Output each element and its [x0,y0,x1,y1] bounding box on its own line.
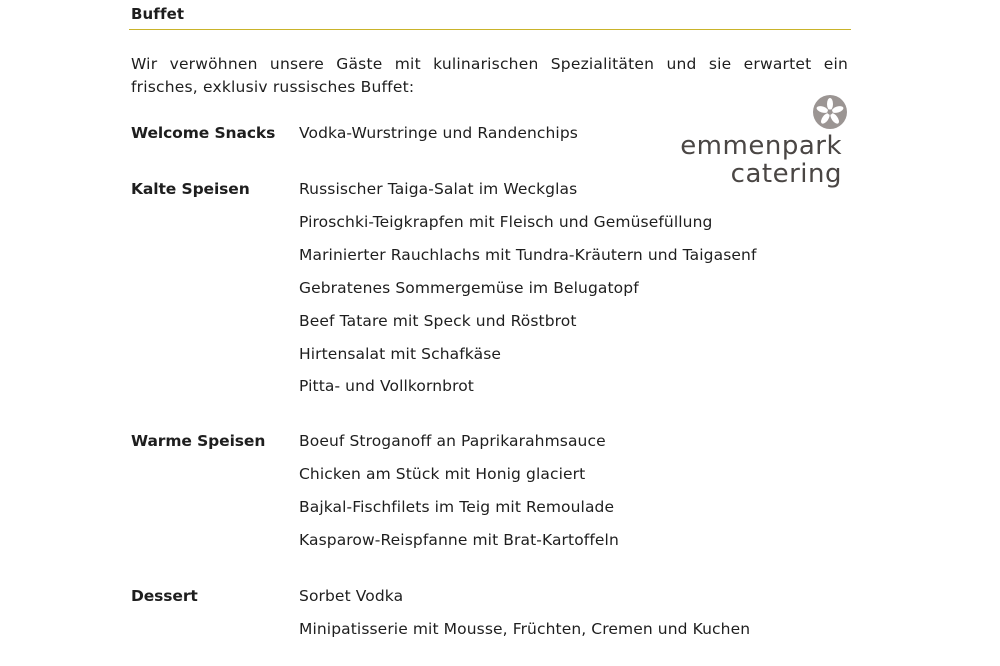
section-label-welcome-snacks: Welcome Snacks [131,124,276,142]
menu-item: Gebratenes Sommergemüse im Belugatopf [299,279,639,297]
title-rule [129,29,851,30]
menu-item: Pitta- und Vollkornbrot [299,377,474,395]
menu-item: Chicken am Stück mit Honig glaciert [299,465,586,483]
menu-item: Beef Tatare mit Speck und Röstbrot [299,312,577,330]
page-title: Buffet [131,5,185,23]
menu-item: Vodka-Wurstringe und Randenchips [299,124,578,142]
menu-item: Bajkal-Fischfilets im Teig mit Remoulade [299,498,615,516]
menu-item: Russischer Taiga-Salat im Weckglas [299,180,578,198]
menu-item: Minipatisserie mit Mousse, Früchten, Cremen und Kuchen [299,620,751,638]
logo-text-emmenpark: emmenpark [680,131,842,161]
menu-item: Piroschki-Teigkrapfen mit Fleisch und Gemüsefüllung [299,213,713,231]
menu-item: Kasparow-Reispfanne mit Brat-Kartoffeln [299,531,619,549]
emmenpark-logo [680,92,850,196]
menu-item: Hirtensalat mit Schafkäse [299,345,502,363]
section-label-kalte-speisen: Kalte Speisen [131,180,250,198]
intro-paragraph: Wir verwöhnen unsere Gäste mit kulinarischen Spezialitäten und sie erwartet ein frisches, exklusiv russisches Buffet: [131,55,848,96]
flower-icon [812,94,848,130]
logo-text-catering: catering [730,159,842,189]
menu-item: Marinierter Rauchlachs mit Tundra-Kräutern und Taigasenf [299,246,757,264]
menu-item: Sorbet Vodka [299,587,404,605]
section-label-warme-speisen: Warme Speisen [131,432,266,450]
menu-item: Boeuf Stroganoff an Paprikarahmsauce [299,432,606,450]
section-label-dessert: Dessert [131,587,198,605]
